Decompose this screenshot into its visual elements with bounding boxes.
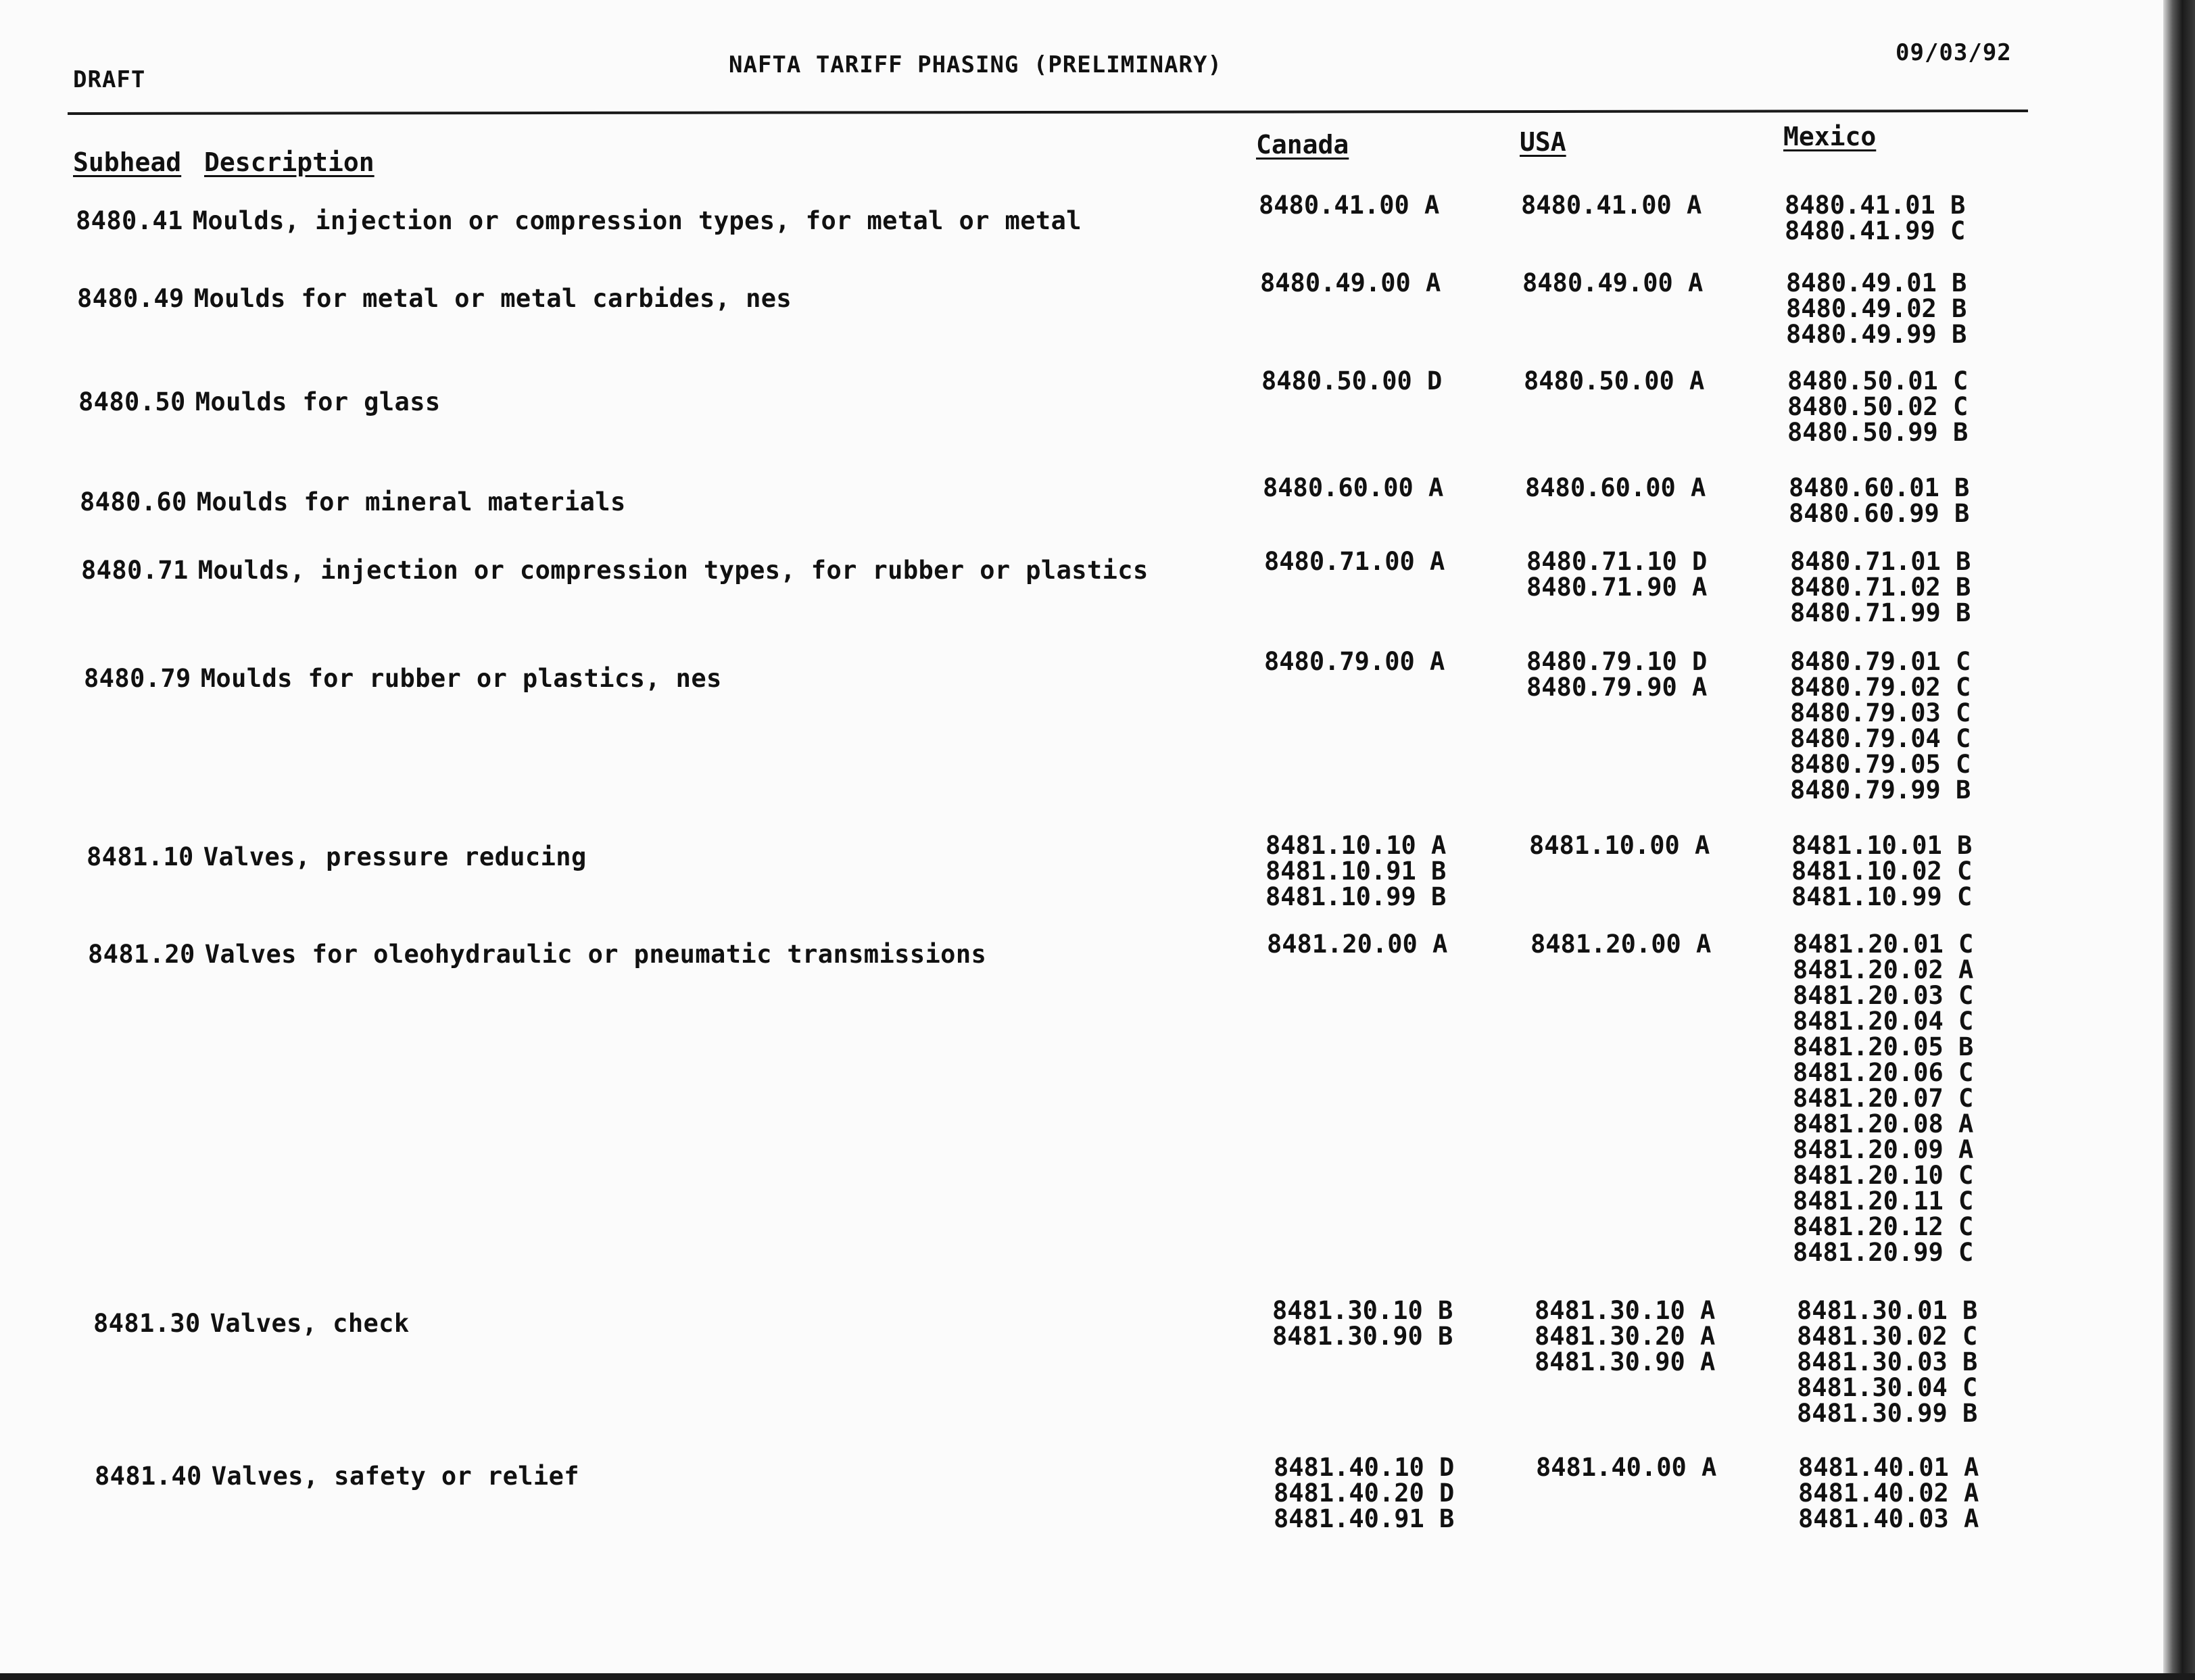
mexico-cell xyxy=(1790,649,1971,803)
subhead-code: 8481.20 xyxy=(88,940,195,969)
mexico-tariff-code: 8480.60.01 B xyxy=(1789,473,1970,502)
subhead-code: 8480.79 xyxy=(84,664,191,693)
mexico-tariff-code: 8481.10.02 C xyxy=(1791,857,1973,886)
scan-bottom-edge xyxy=(0,1673,2195,1680)
usa-tariff-code: 8481.30.20 A xyxy=(1535,1322,1716,1351)
usa-cell xyxy=(1525,475,1706,501)
mexico-tariff-code: 8481.20.12 C xyxy=(1793,1212,1974,1241)
usa-tariff-code: 8481.40.00 A xyxy=(1536,1453,1717,1482)
mexico-tariff-code: 8481.20.10 C xyxy=(1793,1161,1974,1190)
usa-tariff-code: 8480.71.90 A xyxy=(1526,573,1708,602)
mexico-tariff-code: 8481.20.11 C xyxy=(1793,1186,1974,1216)
canada-tariff-code: 8481.30.10 B xyxy=(1272,1296,1453,1325)
description-text: Valves, pressure reducing xyxy=(203,842,587,871)
usa-tariff-code: 8481.30.10 A xyxy=(1535,1296,1716,1325)
row-description-cell xyxy=(95,1462,579,1491)
row-description-cell xyxy=(87,842,587,871)
description-text: Moulds for metal or metal carbides, nes xyxy=(193,284,792,313)
usa-cell xyxy=(1535,1298,1715,1375)
mexico-tariff-code: 8481.30.99 B xyxy=(1797,1399,1978,1428)
mexico-tariff-code: 8480.79.05 C xyxy=(1790,750,1971,779)
mexico-cell xyxy=(1798,1455,1979,1532)
mexico-cell xyxy=(1786,270,1967,347)
header-rule xyxy=(68,110,2028,115)
row-description-cell xyxy=(88,940,986,969)
mexico-tariff-code: 8481.30.03 B xyxy=(1797,1347,1978,1376)
usa-cell xyxy=(1522,270,1703,296)
canada-tariff-code: 8481.40.91 B xyxy=(1274,1504,1455,1533)
column-header-subhead: Subhead xyxy=(73,147,182,177)
mexico-tariff-code: 8480.79.02 C xyxy=(1790,673,1971,702)
usa-tariff-code: 8480.79.10 D xyxy=(1526,647,1708,676)
mexico-tariff-code: 8481.10.01 B xyxy=(1791,831,1973,860)
mexico-tariff-code: 8480.71.02 B xyxy=(1790,573,1971,602)
mexico-tariff-code: 8481.20.01 C xyxy=(1793,930,1974,959)
description-text: Moulds for rubber or plastics, nes xyxy=(200,664,722,693)
subhead-code: 8481.10 xyxy=(87,842,194,871)
mexico-tariff-code: 8481.20.02 A xyxy=(1793,955,1974,984)
canada-cell xyxy=(1263,475,1443,501)
mexico-tariff-code: 8480.50.99 B xyxy=(1787,418,1969,447)
usa-cell xyxy=(1536,1455,1716,1481)
canada-cell xyxy=(1274,1455,1454,1532)
mexico-tariff-code: 8480.49.99 B xyxy=(1786,320,1967,349)
column-header-canada: Canada xyxy=(1256,130,1349,160)
mexico-tariff-code: 8481.20.09 A xyxy=(1793,1135,1974,1164)
canada-cell xyxy=(1267,932,1447,957)
subhead-code: 8481.40 xyxy=(95,1462,202,1491)
mexico-tariff-code: 8480.79.01 C xyxy=(1790,647,1971,676)
subhead-code: 8480.41 xyxy=(76,206,183,235)
description-text: Moulds for glass xyxy=(195,387,441,416)
mexico-tariff-code: 8481.20.05 B xyxy=(1793,1032,1974,1061)
description-text: Valves, safety or relief xyxy=(211,1462,579,1491)
mexico-cell xyxy=(1787,368,1968,446)
usa-tariff-code: 8481.20.00 A xyxy=(1530,930,1712,959)
mexico-tariff-code: 8481.30.04 C xyxy=(1797,1373,1978,1402)
usa-tariff-code: 8480.49.00 A xyxy=(1522,268,1704,297)
row-description-cell xyxy=(84,664,722,693)
description-text: Moulds for mineral materials xyxy=(196,487,626,517)
usa-cell xyxy=(1524,368,1704,394)
mexico-cell xyxy=(1793,932,1973,1266)
canada-tariff-code: 8480.60.00 A xyxy=(1263,473,1444,502)
mexico-tariff-code: 8480.50.01 C xyxy=(1787,366,1969,395)
document-title: NAFTA TARIFF PHASING (PRELIMINARY) xyxy=(729,51,1222,78)
mexico-tariff-code: 8480.41.01 B xyxy=(1785,191,1966,220)
usa-cell xyxy=(1526,549,1707,600)
subhead-code: 8481.30 xyxy=(93,1309,201,1338)
mexico-cell xyxy=(1797,1298,1977,1426)
usa-tariff-code: 8480.79.90 A xyxy=(1526,673,1708,702)
row-description-cell xyxy=(81,556,1149,585)
mexico-cell xyxy=(1789,475,1969,527)
usa-tariff-code: 8480.71.10 D xyxy=(1526,547,1708,576)
row-description-cell xyxy=(93,1309,410,1338)
subhead-code: 8480.71 xyxy=(81,556,189,585)
subhead-code: 8480.50 xyxy=(78,387,186,416)
column-header-mexico: Mexico xyxy=(1783,122,1877,151)
mexico-cell xyxy=(1791,833,1972,910)
mexico-tariff-code: 8480.79.03 C xyxy=(1790,698,1971,727)
usa-cell xyxy=(1530,932,1711,957)
canada-cell xyxy=(1264,549,1445,575)
usa-tariff-code: 8481.30.90 A xyxy=(1535,1347,1716,1376)
mexico-tariff-code: 8481.20.07 C xyxy=(1793,1084,1974,1113)
mexico-tariff-code: 8481.30.02 C xyxy=(1797,1322,1978,1351)
usa-tariff-code: 8480.60.00 A xyxy=(1525,473,1706,502)
description-text: Valves for oleohydraulic or pneumatic transmissions xyxy=(204,940,987,969)
mexico-tariff-code: 8481.30.01 B xyxy=(1797,1296,1978,1325)
row-description-cell xyxy=(77,284,792,313)
canada-tariff-code: 8481.20.00 A xyxy=(1267,930,1448,959)
mexico-tariff-code: 8480.71.99 B xyxy=(1790,598,1971,627)
canada-tariff-code: 8481.40.20 D xyxy=(1274,1479,1455,1508)
mexico-tariff-code: 8480.79.99 B xyxy=(1790,775,1971,805)
canada-tariff-code: 8481.30.90 B xyxy=(1272,1322,1453,1351)
canada-tariff-code: 8480.41.00 A xyxy=(1259,191,1440,220)
description-text: Valves, check xyxy=(210,1309,410,1338)
canada-tariff-code: 8481.10.99 B xyxy=(1265,882,1447,911)
canada-tariff-code: 8480.79.00 A xyxy=(1264,647,1445,676)
mexico-tariff-code: 8481.10.99 C xyxy=(1791,882,1973,911)
mexico-tariff-code: 8481.20.08 A xyxy=(1793,1109,1974,1138)
usa-cell xyxy=(1521,193,1702,218)
mexico-tariff-code: 8481.40.03 A xyxy=(1798,1504,1979,1533)
mexico-tariff-code: 8480.71.01 B xyxy=(1790,547,1971,576)
canada-tariff-code: 8480.50.00 D xyxy=(1261,366,1443,395)
mexico-tariff-code: 8480.60.99 B xyxy=(1789,499,1970,528)
canada-cell xyxy=(1272,1298,1453,1349)
subhead-code: 8480.60 xyxy=(80,487,187,517)
canada-tariff-code: 8481.40.10 D xyxy=(1274,1453,1455,1482)
mexico-tariff-code: 8480.79.04 C xyxy=(1790,724,1971,753)
usa-cell xyxy=(1526,649,1707,700)
mexico-cell xyxy=(1785,193,1965,244)
usa-cell xyxy=(1529,833,1710,859)
usa-tariff-code: 8481.10.00 A xyxy=(1529,831,1710,860)
canada-cell xyxy=(1264,649,1445,675)
column-header-usa: USA xyxy=(1520,127,1566,157)
mexico-tariff-code: 8480.49.02 B xyxy=(1786,294,1967,323)
canada-tariff-code: 8480.49.00 A xyxy=(1260,268,1441,297)
mexico-tariff-code: 8481.20.06 C xyxy=(1793,1058,1974,1087)
canada-cell xyxy=(1260,270,1441,296)
description-text: Moulds, injection or compression types, for metal or metal xyxy=(192,206,1082,235)
canada-tariff-code: 8481.10.91 B xyxy=(1265,857,1447,886)
usa-tariff-code: 8480.50.00 A xyxy=(1524,366,1705,395)
row-description-cell xyxy=(76,206,1082,235)
mexico-tariff-code: 8481.20.99 C xyxy=(1793,1238,1974,1267)
description-text: Moulds, injection or compression types, for rubber or plastics xyxy=(197,556,1149,585)
mexico-tariff-code: 8481.20.04 C xyxy=(1793,1007,1974,1036)
mexico-tariff-code: 8480.41.99 C xyxy=(1785,216,1966,245)
mexico-cell xyxy=(1790,549,1971,626)
canada-cell xyxy=(1265,833,1446,910)
canada-tariff-code: 8481.10.10 A xyxy=(1265,831,1447,860)
canada-cell xyxy=(1261,368,1442,394)
mexico-tariff-code: 8481.40.01 A xyxy=(1798,1453,1979,1482)
mexico-tariff-code: 8480.49.01 B xyxy=(1786,268,1967,297)
canada-tariff-code: 8480.71.00 A xyxy=(1264,547,1445,576)
mexico-tariff-code: 8481.20.03 C xyxy=(1793,981,1974,1010)
column-header-description: Description xyxy=(204,147,375,177)
subhead-code: 8480.49 xyxy=(77,284,185,313)
mexico-tariff-code: 8480.50.02 C xyxy=(1787,392,1969,421)
row-description-cell xyxy=(78,387,441,416)
row-description-cell xyxy=(80,487,626,517)
scan-shadow-edge xyxy=(2163,0,2195,1680)
canada-cell xyxy=(1259,193,1439,218)
draft-label: DRAFT xyxy=(73,66,146,93)
mexico-tariff-code: 8481.40.02 A xyxy=(1798,1479,1979,1508)
document-date: 09/03/92 xyxy=(1896,39,2012,66)
usa-tariff-code: 8480.41.00 A xyxy=(1521,191,1702,220)
